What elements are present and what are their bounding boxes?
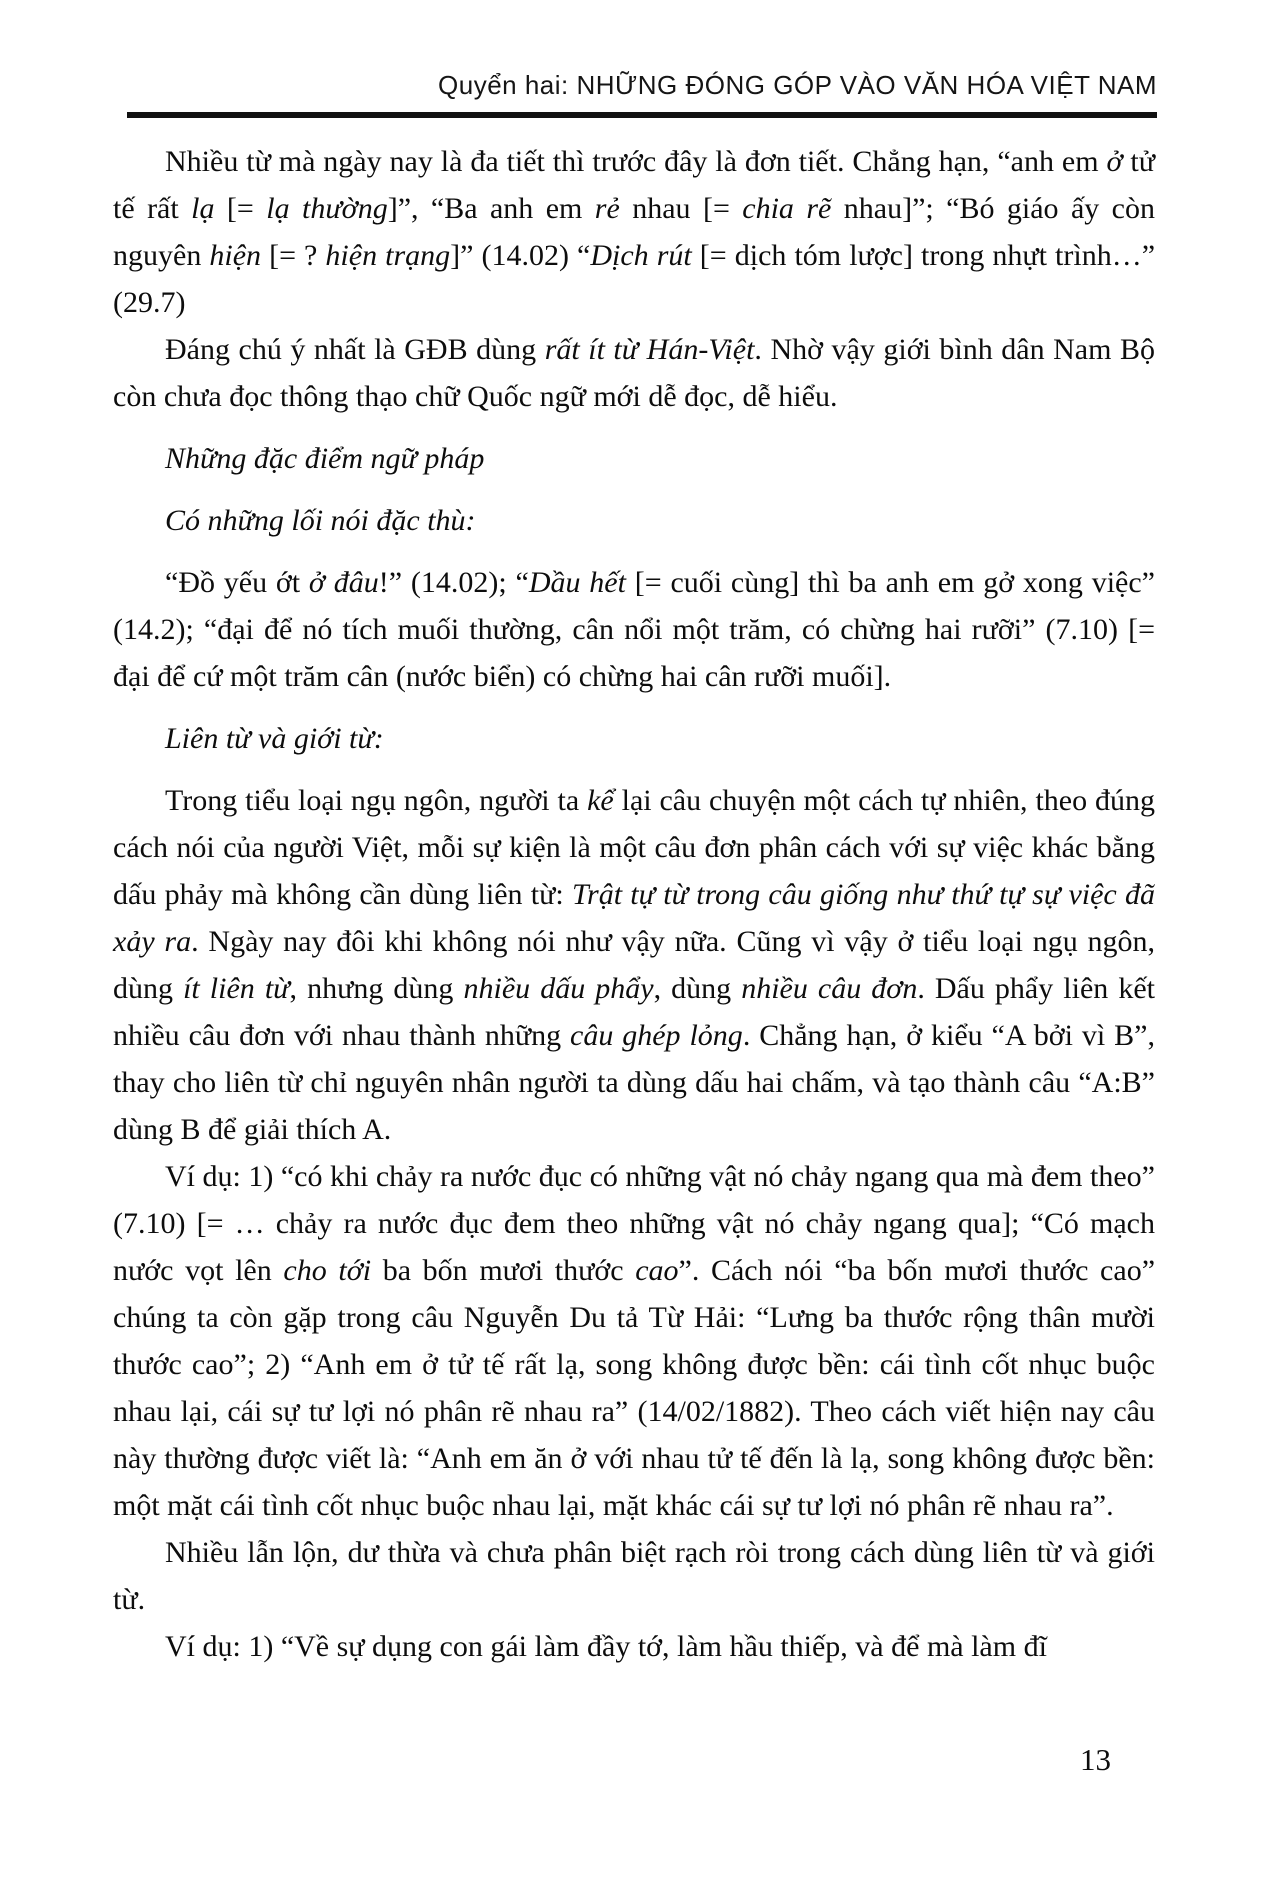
text-run: Nhiều từ mà ngày nay là đa tiết thì trước đây là đơn tiết. Chẳng hạn, “anh em	[165, 145, 1107, 178]
text-run: [= dịch tóm lược] trong nhựt trình…” (29.7)	[113, 239, 1156, 319]
paragraph	[113, 777, 1155, 1153]
text-run: ba bốn mươi thước	[371, 1254, 636, 1287]
text-run: Nhiều lẫn lộn, dư thừa và chưa phân biệt rạch ròi trong cách dùng liên từ và giới từ.	[113, 1536, 1155, 1616]
paragraph	[113, 559, 1155, 700]
text-run: [=	[214, 192, 267, 225]
text-run: nhau]”; “Bó giáo ấy còn nguyên	[113, 192, 1155, 272]
italic-text-run: hiện trạng	[325, 239, 451, 272]
text-run: lại câu chuyện một cách tự nhiên, theo đúng cách nói của người Việt, mỗi sự kiện là một câu đơn phân cách với sự việc khác bằng dấu phảy mà không cần dùng liên từ:	[113, 784, 1155, 911]
section-heading	[113, 497, 1155, 544]
text-run: nhau [=	[619, 192, 743, 225]
header-rule	[127, 112, 1157, 118]
italic-text-run: ít liên từ	[183, 972, 290, 1005]
italic-text-run: Có những lối nói đặc thù:	[165, 504, 476, 537]
italic-text-run: lạ	[191, 192, 215, 225]
text-run: ]” (14.02) “	[450, 239, 591, 272]
italic-text-run: ở	[1106, 145, 1123, 178]
text-run: , nhưng dùng	[289, 972, 464, 1005]
text-run: Đáng chú ý nhất là GĐB dùng	[165, 333, 545, 366]
text-run: [= ?	[261, 239, 326, 272]
paragraph	[113, 326, 1155, 420]
italic-text-run: cao	[635, 1254, 679, 1287]
paragraph	[113, 1623, 1155, 1670]
text-run: ”. Cách nói “ba bốn mươi thước cao” chúng ta còn gặp trong câu Nguyễn Du tả Từ Hải: “Lưng ba thước rộng thân mười thước cao”; 2) “Anh em ở tử tế rất lạ, song không được bền: cái tình cốt nhục buộc nhau lại, cái sự tư lợi nó phân rẽ nhau ra” (14/02/1882). Theo cách viết hiện nay câu này thường được viết là: “Anh em ăn ở với nhau tử tế đến là lạ, song không được bền: một mặt cái tình cốt nhục buộc nhau lại, mặt khác cái sự tư lợi nó phân rẽ nhau ra”.	[113, 1254, 1156, 1522]
italic-text-run: Dầu hết	[528, 566, 626, 599]
italic-text-run: lạ thường	[266, 192, 388, 225]
italic-text-run: kể	[587, 784, 614, 817]
italic-text-run: nhiều dấu phẩy	[463, 972, 654, 1005]
text-run: . Chẳng hạn, ở kiểu “A bởi vì B”, thay cho liên từ chỉ nguyên nhân người ta dùng dấu hai chấm, và tạo thành câu “A:B” dùng B để giải thích A.	[113, 1019, 1155, 1146]
text-run: . Nhờ vậy giới bình dân Nam Bộ còn chưa đọc thông thạo chữ Quốc ngữ mới dễ đọc, dễ hiểu.	[113, 333, 1155, 413]
italic-text-run: ở đâu	[308, 566, 379, 599]
italic-text-run: nhiều câu đơn	[741, 972, 918, 1005]
text-run: Ví dụ: 1) “có khi chảy ra nước đục có những vật nó chảy ngang qua mà đem theo” (7.10) [= … chảy ra nước đục đem theo những vật nó chảy ngang qua]; “Có mạch nước vọt lên	[113, 1160, 1155, 1287]
text-run: !” (14.02); “	[378, 566, 529, 599]
text-run: “Đồ yếu ớt	[165, 566, 309, 599]
italic-text-run: Trật tự từ trong câu giống như thứ tự sự việc đã xảy ra	[113, 878, 1155, 958]
running-header: Quyển hai: NHỮNG ĐÓNG GÓP VÀO VĂN HÓA VIỆT NAM	[438, 70, 1157, 100]
italic-text-run: câu ghép lỏng	[570, 1019, 743, 1052]
page-body	[113, 138, 1155, 1670]
text-run: ]”, “Ba anh em	[387, 192, 595, 225]
text-run: . Dấu phẩy liên kết nhiều câu đơn với nhau thành những	[113, 972, 1156, 1052]
text-run: [= cuối cùng] thì ba anh em gở xong việc” (14.2); “đại để nó tích muối thường, cân nổi một trăm, có chừng hai rưỡi” (7.10) [= đại để cứ một trăm cân (nước biển) có chừng hai cân rưỡi muối].	[113, 566, 1155, 693]
italic-text-run: rẻ	[594, 192, 620, 225]
text-run: Ví dụ: 1) “Về sự dụng con gái làm đầy tớ, làm hầu thiếp, và để mà làm đĩ	[165, 1630, 1047, 1663]
paragraph	[113, 1529, 1155, 1623]
italic-text-run: Dịch rút	[590, 239, 692, 272]
text-run: . Ngày nay đôi khi không nói như vậy nữa. Cũng vì vậy ở tiểu loại ngụ ngôn, dùng	[113, 925, 1155, 1005]
italic-text-run: Liên từ và giới từ:	[165, 722, 384, 755]
paragraph	[113, 138, 1155, 326]
text-run: tử tế rất	[113, 145, 1155, 225]
italic-text-run: rất ít từ Hán-Việt	[544, 333, 755, 366]
text-run: Trong tiểu loại ngụ ngôn, người ta	[165, 784, 588, 817]
text-run: , dùng	[653, 972, 742, 1005]
paragraph	[113, 1153, 1155, 1529]
italic-text-run: hiện	[209, 239, 262, 272]
section-heading	[113, 435, 1155, 482]
italic-text-run: cho tới	[283, 1254, 372, 1287]
italic-text-run: Những đặc điểm ngữ pháp	[165, 442, 485, 475]
italic-text-run: chia rẽ	[742, 192, 832, 225]
section-heading	[113, 715, 1155, 762]
page-number: 13	[1080, 1742, 1111, 1777]
